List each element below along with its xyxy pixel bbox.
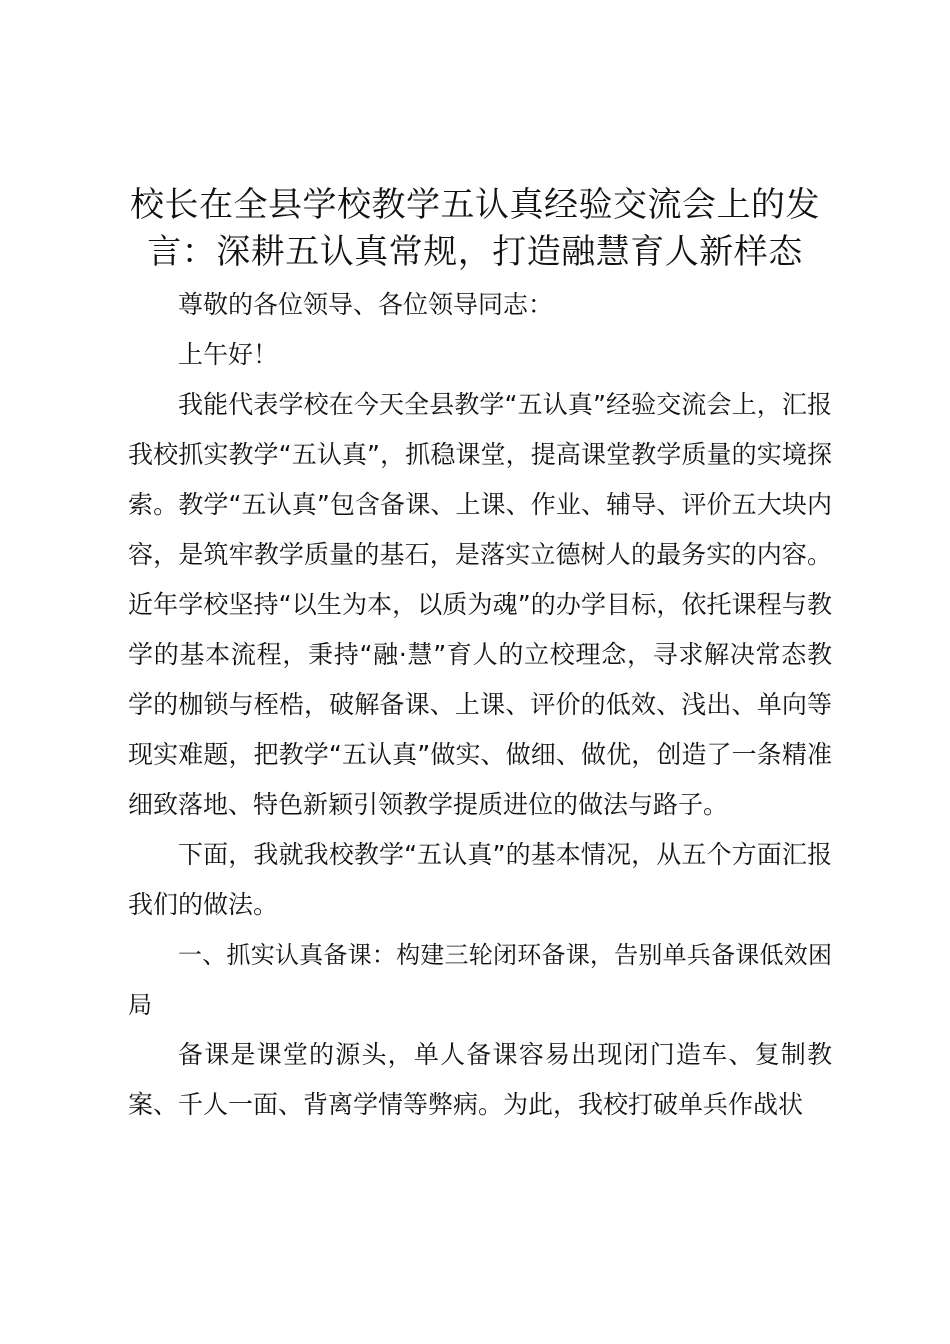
salutation: 尊敬的各位领导、各位领导同志： [178,290,554,319]
body-paragraph: 下面，我就我校教学“五认真”的基本情况，从五个方面汇报我们的做法。 [128,840,832,919]
section-paragraph: 备课是课堂的源头，单人备课容易出现闭门造车、复制教案、千人一面、背离学情等弊病。为此，我校打破单兵作战状 [128,1040,832,1119]
document-body [128,280,832,1130]
greeting: 上午好！ [178,340,279,369]
section-heading: 一、抓实认真备课：构建三轮闭环备课，告别单兵备课低效困局 [128,941,832,1019]
document-title: 校长在全县学校教学五认真经验交流会上的发言：深耕五认真常规，打造融慧育人新样态 [130,185,820,272]
body-paragraph: 我能代表学校在今天全县教学“五认真”经验交流会上，汇报我校抓实教学“五认真”，抓稳课堂，提高课堂教学质量的实境探索。教学“五认真”包含备课、上课、作业、辅导、评价五大块内容，是筑牢教学质量的基石，是落实立德树人的最务实的内容。近年学校坚持“以生为本，以质为魂”的办学目标，依托课程与教学的基本流程，秉持“融·慧”育人的立校理念，寻求解决常态教学的枷锁与桎梏，破解备课、上课、评价的低效、浅出、单向等现实难题，把教学“五认真”做实、做细、做优，创造了一条精准细致落地、特色新颖引领教学提质进位的做法与路子。 [128,390,832,819]
